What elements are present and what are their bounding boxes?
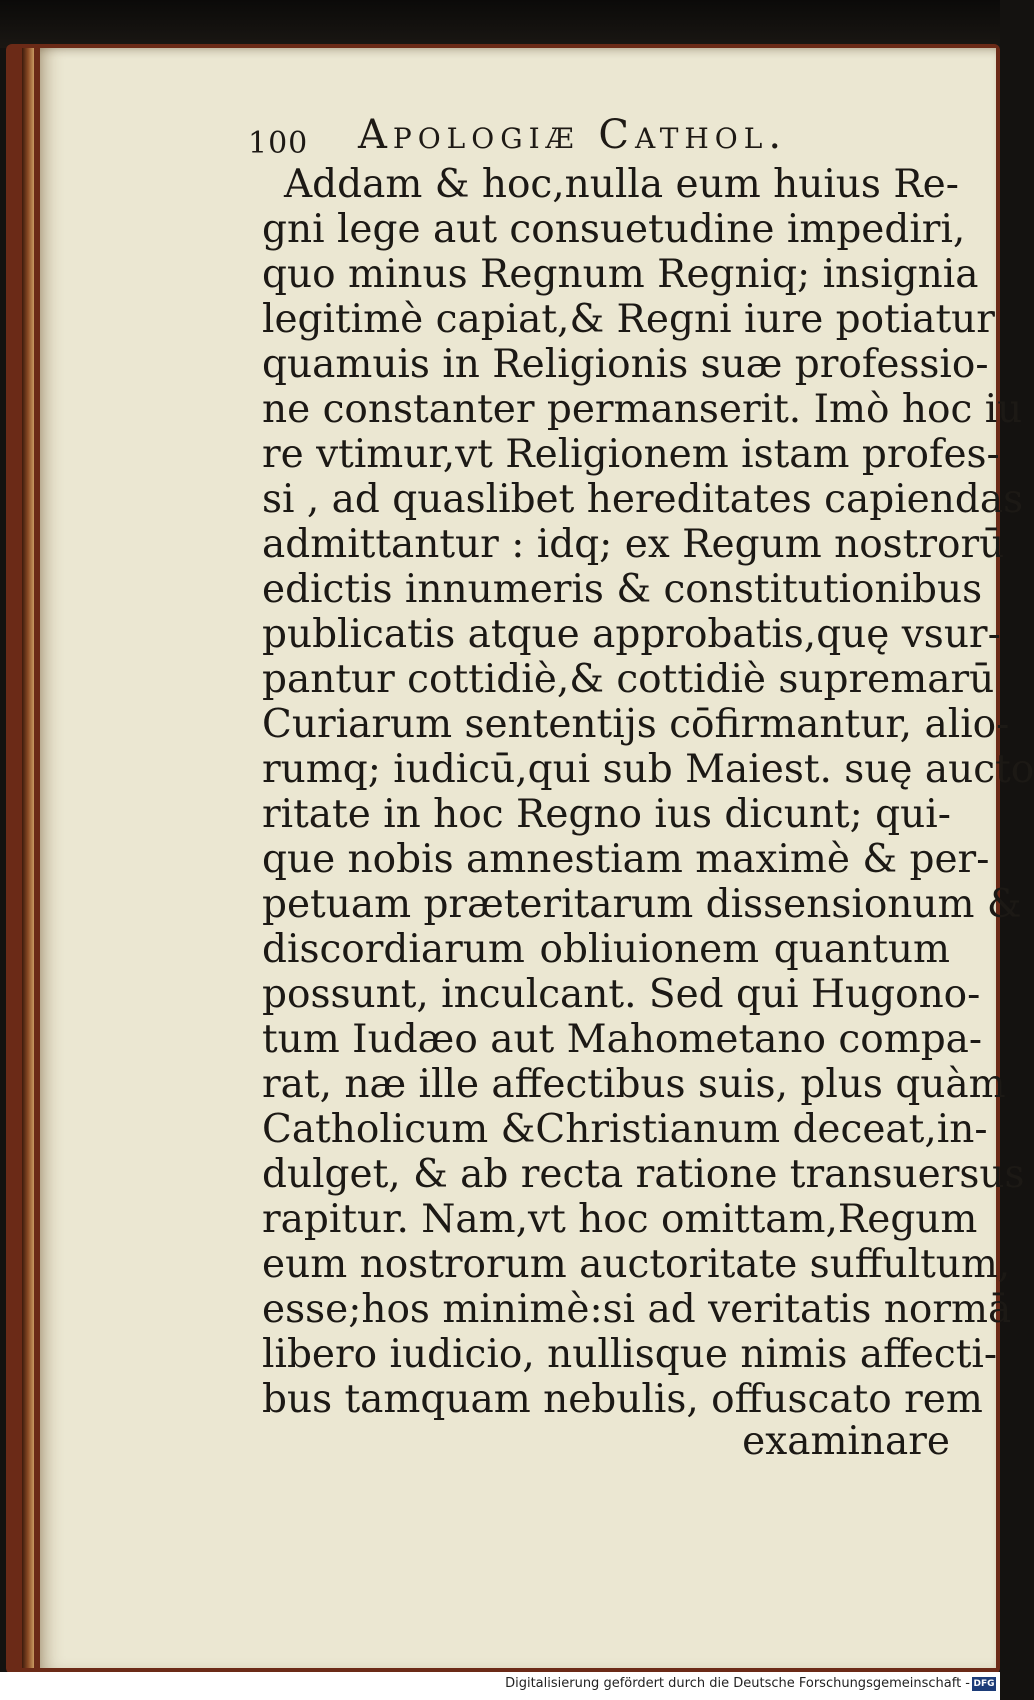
scan-background — [0, 0, 1000, 48]
text-line: Catholicum &Christianum deceat,in- — [262, 1107, 988, 1152]
page-gutter — [22, 48, 34, 1668]
text-line: rumq; iudicū,qui sub Maiest. suę aucto — [262, 747, 1034, 792]
text-line: quamuis in Religionis suæ professio- — [262, 342, 989, 387]
text-line: que nobis amnestiam maximè & per- — [262, 837, 990, 882]
text-line: admittantur : idq; ex Regum nostrorū — [262, 522, 1005, 567]
footer-credit: Digitalisierung gefördert durch die Deutsche Forschungsgemeinschaft - — [505, 1676, 970, 1691]
text-line: si , ad quaslibet hereditates capiendas — [262, 477, 1024, 522]
text-line: possunt, inculcant. Sed qui Hugono- — [262, 972, 981, 1017]
text-line: dulget, & ab recta ratione transuersus — [262, 1152, 1025, 1197]
text-line: tum Iudæo aut Mahometano compa- — [262, 1017, 983, 1062]
text-line: discordiarum obliuionem quantum — [262, 927, 950, 972]
text-line: Addam & hoc,nulla eum huius Re- — [284, 162, 959, 207]
text-line: rat, næ ille affectibus suis, plus quàm — [262, 1062, 1006, 1107]
text-line: bus tamquam nebulis, offuscato rem — [262, 1377, 983, 1422]
text-line: re vtimur,vt Religionem istam profes- — [262, 432, 1000, 477]
text-line: esse;hos minimè:si ad veritatis normā — [262, 1287, 1012, 1332]
body-text — [262, 162, 1034, 1422]
digitization-footer — [0, 1672, 1000, 1700]
text-line: eum nostrorum auctoritate suffultum, — [262, 1242, 1011, 1287]
running-head: Apologiæ Cathol. — [358, 112, 788, 158]
text-line: pantur cottidiè,& cottidiè supremarū — [262, 657, 995, 702]
catchword: examinare — [742, 1419, 950, 1464]
text-line: edictis innumeris & constitutionibus — [262, 567, 983, 612]
text-line: ne constanter permanserit. Imò hoc iu — [262, 387, 1023, 432]
text-line: ritate in hoc Regno ius dicunt; qui- — [262, 792, 951, 837]
text-line: rapitur. Nam,vt hoc omittam,Regum — [262, 1197, 978, 1242]
text-line: gni lege aut consuetudine impediri, — [262, 207, 966, 252]
page-number: 100 — [248, 126, 309, 161]
text-line: quo minus Regnum Regniq; insignia — [262, 252, 979, 297]
text-line: publicatis atque approbatis,quę vsur- — [262, 612, 1001, 657]
dfg-logo: DFG — [973, 1679, 995, 1689]
text-line: legitimè capiat,& Regni iure potiatur — [262, 297, 995, 342]
catchword-area — [262, 1417, 950, 1467]
text-line: petuam præteritarum dissensionum & — [262, 882, 1022, 927]
text-line: libero iudicio, nullisque nimis affecti- — [262, 1332, 998, 1377]
text-line: Curiarum sententijs cōfirmantur, alio- — [262, 702, 1010, 747]
